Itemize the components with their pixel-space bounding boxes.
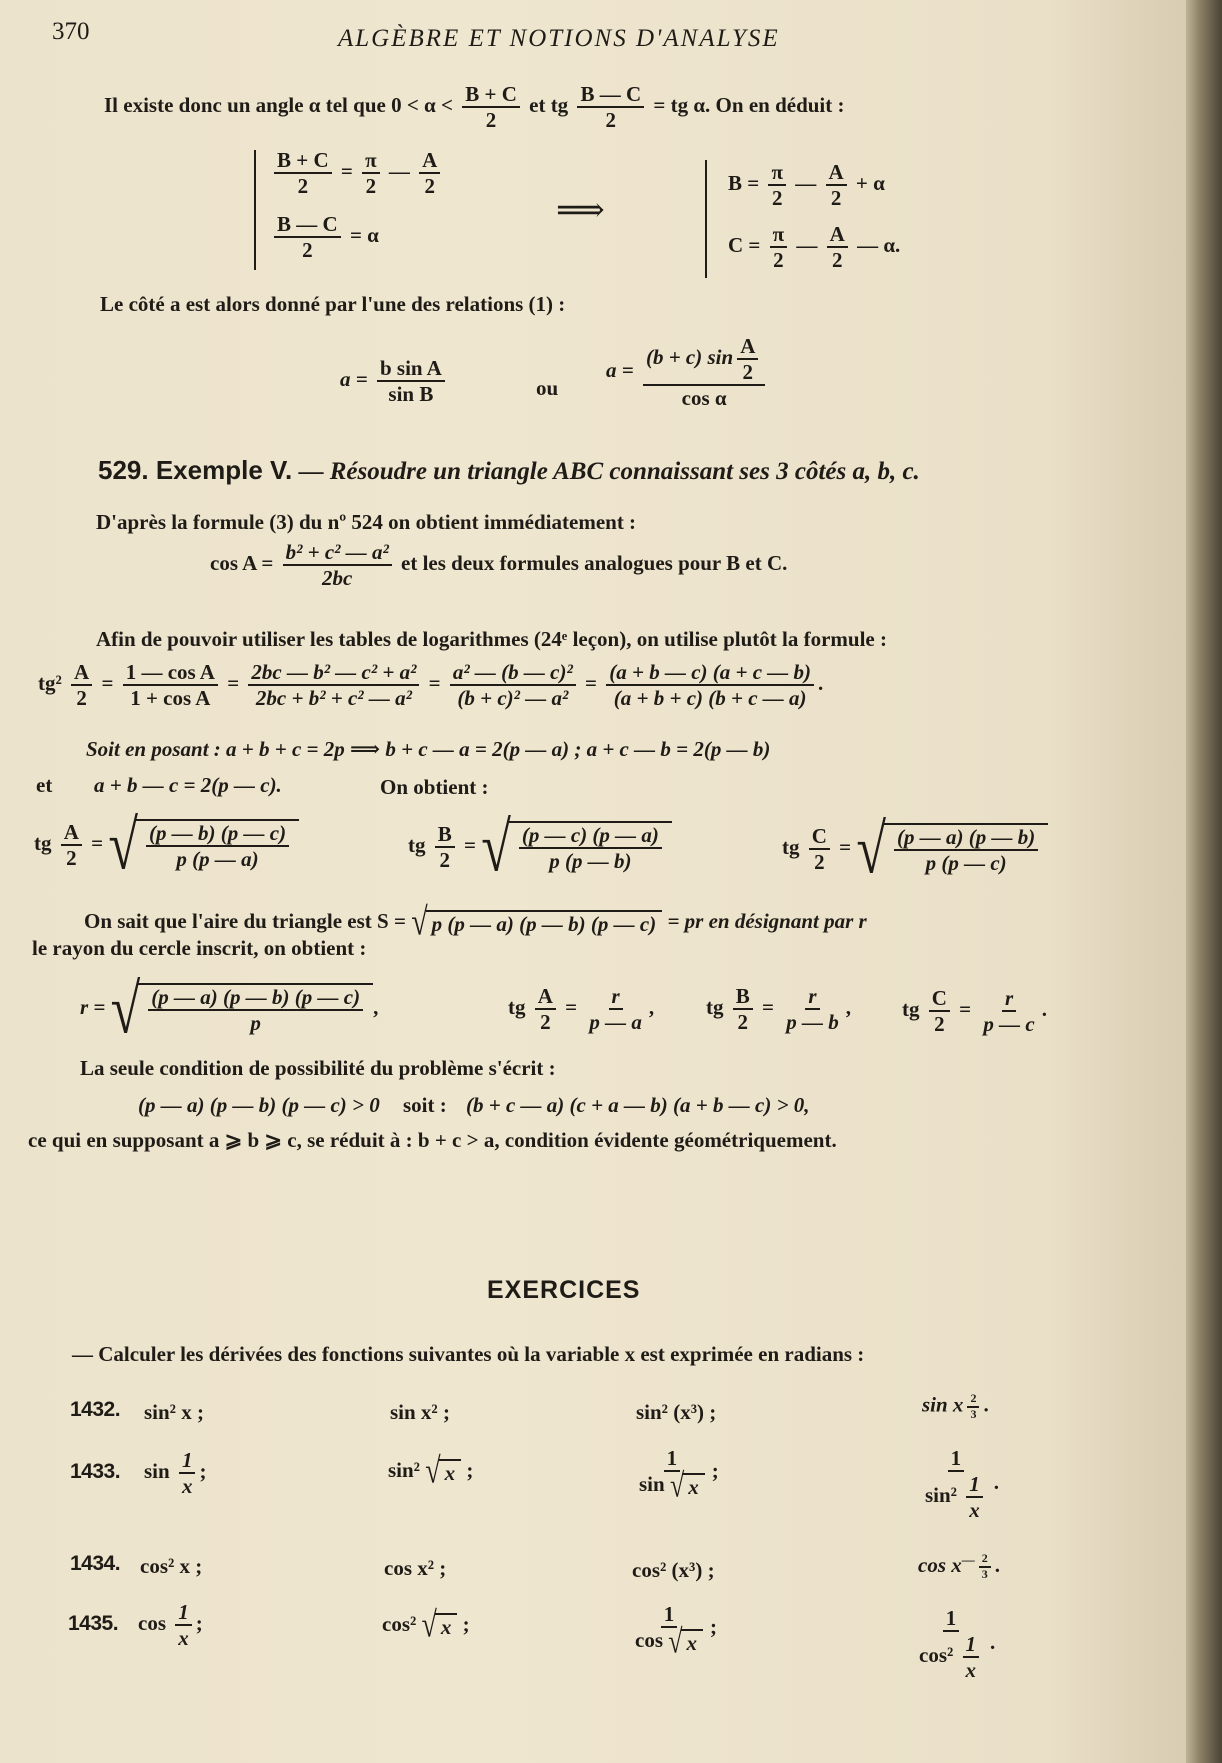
section-number: 529. Exemple V. xyxy=(98,455,293,485)
frac: $\frac{B}{2}$ xyxy=(435,822,455,872)
frac: $\frac{(a + b — c) (a + c — b)}{(a + b + c) (b + c — a)}$ xyxy=(606,660,814,710)
exercise-1433-a: sin $\frac{1}{x}$ ; xyxy=(144,1448,207,1499)
frac: $\frac{A}{2}$ xyxy=(71,660,92,710)
frac: (b + c) sin $\frac{A}{2}$ cos α xyxy=(643,334,765,410)
ou-text: ou xyxy=(536,376,559,400)
exercise-1434-number: 1434. xyxy=(70,1552,121,1575)
sqrt-sign: √ $\frac{(p — c) (p — a)}{p (p — b)}$ xyxy=(481,820,672,874)
frac: $\frac{A}{2}$ xyxy=(737,334,758,384)
system-left-bar xyxy=(254,150,256,270)
frac: 1 cos² $\frac{1}{x}$ xyxy=(916,1606,986,1682)
system-right-bar xyxy=(705,160,707,278)
frac: $\frac{2}{3}$ xyxy=(967,1392,979,1422)
frac: $\frac{\pi}{2}$ xyxy=(362,148,380,198)
exercise-1433-c: 1 sin √ x ; xyxy=(632,1446,719,1499)
exercise-1435-d: 1 cos² $\frac{1}{x}$ . xyxy=(912,1606,995,1682)
exercise-1435-b: cos² √ x ; xyxy=(382,1605,470,1646)
frac: 1 cos √ x xyxy=(632,1602,706,1655)
frac: $\frac{C}{2}$ xyxy=(929,986,950,1036)
frac: $\frac{(p — a) (p — b)}{p (p — c)}$ xyxy=(894,825,1038,875)
exercise-1435-a: cos $\frac{1}{x}$ ; xyxy=(138,1600,203,1651)
exercise-1435-c: 1 cos √ x ; xyxy=(628,1602,717,1655)
sqrt-sign: √ p (p — a) (p — b) (p — c) xyxy=(411,908,662,938)
book-gutter-shadow xyxy=(1186,0,1222,1763)
cote-a-text: Le côté a est alors donné par l'une des relations (1) : xyxy=(100,292,566,316)
frac: $\frac{2}{3}$ xyxy=(979,1552,991,1582)
exercise-1432-c: sin² (x³) ; xyxy=(636,1400,717,1424)
frac: $\frac{B + C}{2}$ xyxy=(274,148,332,198)
frac: $\frac{C}{2}$ xyxy=(809,824,830,874)
frac: $\frac{A}{2}$ xyxy=(419,148,440,198)
exercise-1435-number: 1435. xyxy=(68,1612,119,1635)
cote-a-formula-2: a = (b + c) sin $\frac{A}{2}$ cos α xyxy=(606,334,769,410)
sqrt-sign: √ $\frac{(p — a) (p — b)}{p (p — c)}$ xyxy=(856,822,1048,876)
frac: $\frac{A}{2}$ xyxy=(826,160,847,210)
intro-text-c: = tg α. On en déduit : xyxy=(653,92,845,117)
exercise-1434-b: cos x² ; xyxy=(384,1556,447,1580)
frac: $\frac{A}{2}$ xyxy=(535,984,556,1034)
page-number: 370 xyxy=(52,18,90,45)
condition-line-1: La seule condition de possibilité du problème s'écrit : xyxy=(80,1056,556,1080)
exercise-1433-number: 1433. xyxy=(70,1460,121,1483)
system-left-line-2: $\frac{B — C}{2}$ = α xyxy=(270,212,379,262)
exercise-1434-d: cos x— $\frac{2}{3}$ . xyxy=(918,1551,1000,1582)
frac: 1 sin √ x xyxy=(636,1446,708,1499)
exercise-1434-a: cos² x ; xyxy=(140,1554,203,1578)
exercise-1434-c: cos² (x³) ; xyxy=(632,1558,715,1582)
running-header-title: ALGÈBRE ET NOTIONS D'ANALYSE xyxy=(338,25,780,52)
tg-a-r: tg $\frac{A}{2}$ = $\frac{r}{p — a}$ , xyxy=(508,984,655,1035)
intro-text-b: et tg xyxy=(529,92,569,117)
exercices-heading: EXERCICES xyxy=(487,1276,641,1304)
frac: $\frac{r}{p — c}$ xyxy=(983,986,1035,1037)
tg-c-r: tg $\frac{C}{2}$ = $\frac{r}{p — c}$ . xyxy=(902,986,1047,1037)
aire-line-2: le rayon du cercle inscrit, on obtient : xyxy=(32,936,367,960)
exercise-1433-d: 1 sin² $\frac{1}{x}$ . xyxy=(918,1446,999,1522)
tg-c-half: tg $\frac{C}{2}$ = √ $\frac{(p — a) (p — b)}{p (p — c)}$ xyxy=(782,822,1048,876)
frac: $\frac{1}{x}$ xyxy=(175,1600,192,1650)
intro-line xyxy=(104,82,845,132)
system-right-line-1: B = $\frac{\pi}{2}$ — $\frac{A}{2}$ + α xyxy=(728,160,885,211)
tg2-formula: tg² $\frac{A}{2}$ = $\frac{\text{1 — cos A}}{\text{1 + cos A}}$ = $\frac{\text{2bc — b² — c² + a²}}{\text{2bc + b² + c² — a²}}$ = $\frac{\text{a² — (b — c)²}}{\text{(b + c)² — a²}}$ = $\frac{(a + b — c) (a + c — b)}{(a + b + c) (b + c — a)}$ . xyxy=(38,660,824,711)
frac: $\frac{1}{x}$ xyxy=(963,1632,980,1682)
posant-et: et xyxy=(36,773,53,797)
exercise-1432-b: sin x² ; xyxy=(390,1400,450,1424)
tg-a-half: tg $\frac{A}{2}$ = √ $\frac{(p — b) (p — c)}{p (p — a)}$ xyxy=(34,818,299,872)
tg-b-r: tg $\frac{B}{2}$ = $\frac{r}{p — b}$ , xyxy=(706,984,851,1035)
frac-b-minus-c-over-2: $\frac{B — C}{2}$ xyxy=(577,82,644,132)
frac: $\frac{A}{2}$ xyxy=(827,222,848,272)
frac: $\frac{A}{2}$ xyxy=(61,820,82,870)
exercise-1432-a: sin² x ; xyxy=(144,1400,204,1424)
frac: $\frac{\text{b² + c² — a²}}{2bc}$ xyxy=(283,540,392,590)
exercise-1432-number: 1432. xyxy=(70,1398,121,1421)
frac: $\frac{\text{b sin A}}{\text{sin B}}$ xyxy=(377,356,445,406)
implies-arrow: ⟹ xyxy=(556,192,605,229)
frac: $\frac{B — C}{2}$ xyxy=(274,212,341,262)
exercices-intro: — Calculer les dérivées des fonctions suivantes où la variable x est exprimée en radians : xyxy=(72,1342,865,1366)
p-formule: D'après la formule (3) du nº 524 on obtient immédiatement : xyxy=(96,510,637,534)
section-title: Résoudre un triangle ABC connaissant ses 3 côtés a, b, c. xyxy=(329,458,920,485)
frac: $\frac{\text{2bc — b² — c² + a²}}{\text{2bc + b² + c² — a²}}$ xyxy=(248,660,419,710)
frac: 1 sin² $\frac{1}{x}$ xyxy=(922,1446,990,1522)
frac: $\frac{1}{x}$ xyxy=(179,1448,196,1498)
frac: $\frac{\text{1 — cos A}}{\text{1 + cos A}}$ xyxy=(123,660,218,710)
exercise-1433-b: sin² √ x ; xyxy=(388,1451,474,1492)
frac: $\frac{\pi}{2}$ xyxy=(768,160,786,210)
frac: $\frac{(p — c) (p — a)}{p (p — b)}$ xyxy=(519,823,662,873)
frac: $\frac{B}{2}$ xyxy=(733,984,753,1034)
intro-text-a: Il existe donc un angle α tel que 0 < α < xyxy=(104,92,453,117)
sqrt-sign: √ $\frac{(p — a) (p — b) (p — c)}{p}$ xyxy=(111,982,373,1036)
cos-a-formula: cos A = $\frac{\text{b² + c² — a²}}{2bc}$ et les deux formules analogues pour B et C. xyxy=(210,540,788,591)
posant-line-1: Soit en posant : a + b + c = 2p ⟹ b + c — a = 2(p — a) ; a + c — b = 2(p — b) xyxy=(86,737,771,761)
condition-line-3: ce qui en supposant a ⩾ b ⩾ c, se réduit à : b + c > a, condition évidente géométriquement. xyxy=(28,1128,837,1152)
tg-b-half: tg $\frac{B}{2}$ = √ $\frac{(p — c) (p — a)}{p (p — b)}$ xyxy=(408,820,672,874)
posant-line-2a: a + b — c = 2(p — c). xyxy=(94,773,282,797)
frac: $\frac{(p — b) (p — c)}{p (p — a)}$ xyxy=(146,821,289,871)
sqrt-sign: √ x xyxy=(668,1629,703,1655)
system-right-line-2: C = $\frac{\pi}{2}$ — $\frac{A}{2}$ — α. xyxy=(728,222,901,273)
sqrt-sign: √ x xyxy=(425,1458,461,1486)
sqrt-sign: √ x xyxy=(422,1612,458,1640)
aire-line-1: On sait que l'aire du triangle est S = √ p (p — a) (p — b) (p — c) = pr en désignant par r xyxy=(84,900,867,944)
frac: $\frac{\text{a² — (b — c)²}}{\text{(b + c)² — a²}}$ xyxy=(450,660,576,710)
sqrt-sign: √ x xyxy=(670,1473,705,1499)
posant-line-2b: On obtient : xyxy=(380,775,489,799)
frac: $\frac{\pi}{2}$ xyxy=(770,222,788,272)
condition-line-2: (p — a) (p — b) (p — c) > 0 soit : (b + c — a) (c + a — b) (a + b — c) > 0, xyxy=(138,1093,810,1117)
exercise-1432-d: sin x $\frac{2}{3}$ . xyxy=(922,1391,989,1421)
p-log: Afin de pouvoir utiliser les tables de logarithmes (24ᵉ leçon), on utilise plutôt la formule : xyxy=(96,627,887,651)
frac-b-plus-c-over-2: $\frac{B + C}{2}$ xyxy=(462,82,520,132)
frac: $\frac{r}{p — b}$ xyxy=(786,984,839,1035)
r-formula: r = √ $\frac{(p — a) (p — b) (p — c)}{p}$ , xyxy=(80,970,379,1048)
cote-a-formula-1: a = $\frac{\text{b sin A}}{\text{sin B}}$ xyxy=(340,356,449,406)
section-529-heading: 529. Exemple V. — Résoudre un triangle ABC connaissant ses 3 côtés a, b, c. xyxy=(98,455,920,485)
frac: $\frac{1}{x}$ xyxy=(966,1472,983,1522)
sqrt-sign: √ $\frac{(p — b) (p — c)}{p (p — a)}$ xyxy=(108,818,299,872)
frac: $\frac{r}{p — a}$ xyxy=(589,984,642,1035)
frac: $\frac{(p — a) (p — b) (p — c)}{p}$ xyxy=(148,985,363,1035)
system-left-line-1: $\frac{B + C}{2}$ = $\frac{\pi}{2}$ — $\frac{A}{2}$ xyxy=(270,148,444,198)
